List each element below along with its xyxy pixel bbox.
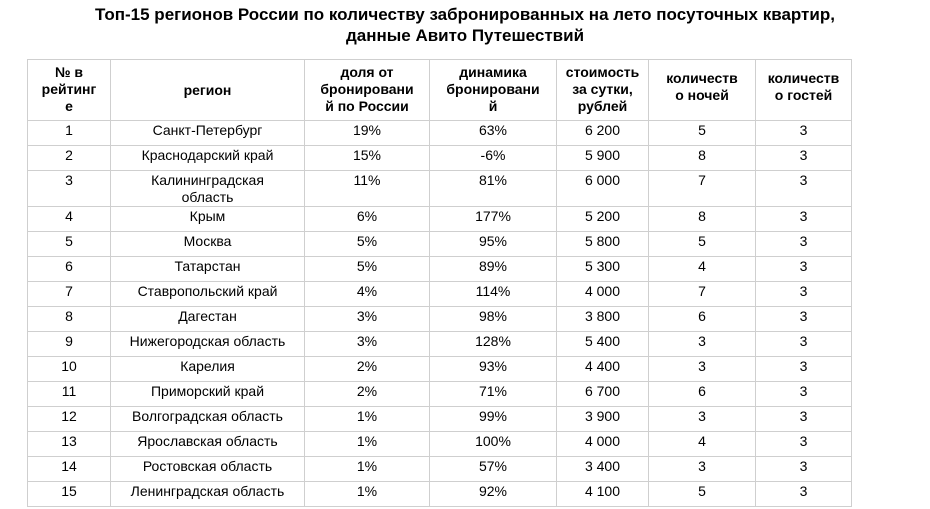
cell-price: 6 200 bbox=[557, 121, 649, 146]
cell-nights: 4 bbox=[649, 257, 756, 282]
title-line-1: Топ-15 регионов России по количеству забронированных на лето посуточных квартир, bbox=[95, 5, 835, 24]
cell-dynamics: 92% bbox=[430, 482, 557, 507]
cell-region: Краснодарский край bbox=[111, 146, 305, 171]
cell-price: 6 000 bbox=[557, 171, 649, 207]
header-rank: № в рейтинг е bbox=[28, 60, 111, 121]
cell-share: 3% bbox=[305, 332, 430, 357]
cell-rank: 15 bbox=[28, 482, 111, 507]
cell-guests: 3 bbox=[756, 282, 852, 307]
cell-rank: 6 bbox=[28, 257, 111, 282]
cell-price: 4 000 bbox=[557, 282, 649, 307]
cell-share: 2% bbox=[305, 357, 430, 382]
cell-dynamics: 98% bbox=[430, 307, 557, 332]
table-row bbox=[28, 457, 852, 482]
cell-region: Ростовская область bbox=[111, 457, 305, 482]
cell-rank: 10 bbox=[28, 357, 111, 382]
cell-region: Крым bbox=[111, 207, 305, 232]
cell-dynamics: 63% bbox=[430, 121, 557, 146]
cell-rank: 2 bbox=[28, 146, 111, 171]
cell-nights: 3 bbox=[649, 457, 756, 482]
cell-nights: 7 bbox=[649, 282, 756, 307]
cell-dynamics: -6% bbox=[430, 146, 557, 171]
cell-price: 3 800 bbox=[557, 307, 649, 332]
cell-price: 5 900 bbox=[557, 146, 649, 171]
cell-nights: 8 bbox=[649, 146, 756, 171]
cell-price: 4 100 bbox=[557, 482, 649, 507]
cell-nights: 6 bbox=[649, 382, 756, 407]
cell-nights: 5 bbox=[649, 232, 756, 257]
cell-region: Москва bbox=[111, 232, 305, 257]
cell-share: 19% bbox=[305, 121, 430, 146]
cell-rank: 13 bbox=[28, 432, 111, 457]
cell-dynamics: 177% bbox=[430, 207, 557, 232]
cell-price: 5 400 bbox=[557, 332, 649, 357]
cell-rank: 5 bbox=[28, 232, 111, 257]
cell-price: 6 700 bbox=[557, 382, 649, 407]
cell-guests: 3 bbox=[756, 332, 852, 357]
cell-price: 5 200 bbox=[557, 207, 649, 232]
cell-dynamics: 128% bbox=[430, 332, 557, 357]
cell-nights: 6 bbox=[649, 307, 756, 332]
cell-share: 15% bbox=[305, 146, 430, 171]
cell-region: Приморский край bbox=[111, 382, 305, 407]
header-region: регион bbox=[111, 60, 305, 121]
table-row bbox=[28, 307, 852, 332]
table-row bbox=[28, 357, 852, 382]
cell-region: Карелия bbox=[111, 357, 305, 382]
header-dynamics: динамика бронировани й bbox=[430, 60, 557, 121]
cell-nights: 5 bbox=[649, 482, 756, 507]
cell-region: Ставропольский край bbox=[111, 282, 305, 307]
header-guests: количеств о гостей bbox=[756, 60, 852, 121]
cell-guests: 3 bbox=[756, 146, 852, 171]
cell-guests: 3 bbox=[756, 382, 852, 407]
cell-guests: 3 bbox=[756, 232, 852, 257]
cell-share: 5% bbox=[305, 257, 430, 282]
cell-guests: 3 bbox=[756, 357, 852, 382]
cell-rank: 12 bbox=[28, 407, 111, 432]
cell-price: 3 900 bbox=[557, 407, 649, 432]
cell-guests: 3 bbox=[756, 207, 852, 232]
cell-guests: 3 bbox=[756, 457, 852, 482]
cell-dynamics: 71% bbox=[430, 382, 557, 407]
cell-nights: 3 bbox=[649, 407, 756, 432]
table-row bbox=[28, 171, 852, 207]
table-row bbox=[28, 232, 852, 257]
cell-dynamics: 57% bbox=[430, 457, 557, 482]
cell-price: 3 400 bbox=[557, 457, 649, 482]
cell-region: Татарстан bbox=[111, 257, 305, 282]
cell-dynamics: 95% bbox=[430, 232, 557, 257]
ranking-table bbox=[27, 59, 852, 507]
cell-dynamics: 81% bbox=[430, 171, 557, 207]
cell-rank: 3 bbox=[28, 171, 111, 207]
cell-nights: 7 bbox=[649, 171, 756, 207]
table-row bbox=[28, 332, 852, 357]
cell-rank: 14 bbox=[28, 457, 111, 482]
cell-nights: 5 bbox=[649, 121, 756, 146]
cell-region: Санкт-Петербург bbox=[111, 121, 305, 146]
cell-share: 5% bbox=[305, 232, 430, 257]
cell-share: 2% bbox=[305, 382, 430, 407]
cell-price: 4 400 bbox=[557, 357, 649, 382]
page-title bbox=[0, 4, 930, 46]
cell-rank: 8 bbox=[28, 307, 111, 332]
cell-rank: 7 bbox=[28, 282, 111, 307]
cell-share: 4% bbox=[305, 282, 430, 307]
cell-region: Калининградская область bbox=[111, 171, 305, 207]
cell-dynamics: 114% bbox=[430, 282, 557, 307]
cell-share: 3% bbox=[305, 307, 430, 332]
cell-nights: 4 bbox=[649, 432, 756, 457]
cell-rank: 1 bbox=[28, 121, 111, 146]
header-price: стоимость за сутки, рублей bbox=[557, 60, 649, 121]
cell-share: 1% bbox=[305, 432, 430, 457]
cell-share: 1% bbox=[305, 407, 430, 432]
cell-region: Ярославская область bbox=[111, 432, 305, 457]
cell-region: Ленинградская область bbox=[111, 482, 305, 507]
cell-share: 11% bbox=[305, 171, 430, 207]
cell-guests: 3 bbox=[756, 432, 852, 457]
table-row bbox=[28, 407, 852, 432]
title-line-2: данные Авито Путешествий bbox=[345, 26, 585, 45]
cell-nights: 3 bbox=[649, 357, 756, 382]
cell-price: 4 000 bbox=[557, 432, 649, 457]
cell-region: Нижегородская область bbox=[111, 332, 305, 357]
table-row bbox=[28, 482, 852, 507]
table-row bbox=[28, 282, 852, 307]
table-row bbox=[28, 121, 852, 146]
cell-dynamics: 99% bbox=[430, 407, 557, 432]
cell-share: 1% bbox=[305, 457, 430, 482]
cell-guests: 3 bbox=[756, 482, 852, 507]
cell-price: 5 800 bbox=[557, 232, 649, 257]
cell-guests: 3 bbox=[756, 307, 852, 332]
cell-share: 1% bbox=[305, 482, 430, 507]
cell-price: 5 300 bbox=[557, 257, 649, 282]
table-row bbox=[28, 432, 852, 457]
cell-rank: 9 bbox=[28, 332, 111, 357]
table-row bbox=[28, 382, 852, 407]
cell-dynamics: 93% bbox=[430, 357, 557, 382]
table-row bbox=[28, 146, 852, 171]
cell-dynamics: 100% bbox=[430, 432, 557, 457]
cell-guests: 3 bbox=[756, 407, 852, 432]
table-row bbox=[28, 207, 852, 232]
cell-rank: 4 bbox=[28, 207, 111, 232]
header-nights: количеств о ночей bbox=[649, 60, 756, 121]
cell-rank: 11 bbox=[28, 382, 111, 407]
table-header-row bbox=[28, 60, 852, 121]
cell-share: 6% bbox=[305, 207, 430, 232]
cell-dynamics: 89% bbox=[430, 257, 557, 282]
cell-region: Дагестан bbox=[111, 307, 305, 332]
table-row bbox=[28, 257, 852, 282]
cell-nights: 3 bbox=[649, 332, 756, 357]
cell-region: Волгоградская область bbox=[111, 407, 305, 432]
header-share: доля от бронировани й по России bbox=[305, 60, 430, 121]
cell-guests: 3 bbox=[756, 171, 852, 207]
cell-guests: 3 bbox=[756, 257, 852, 282]
cell-guests: 3 bbox=[756, 121, 852, 146]
cell-nights: 8 bbox=[649, 207, 756, 232]
